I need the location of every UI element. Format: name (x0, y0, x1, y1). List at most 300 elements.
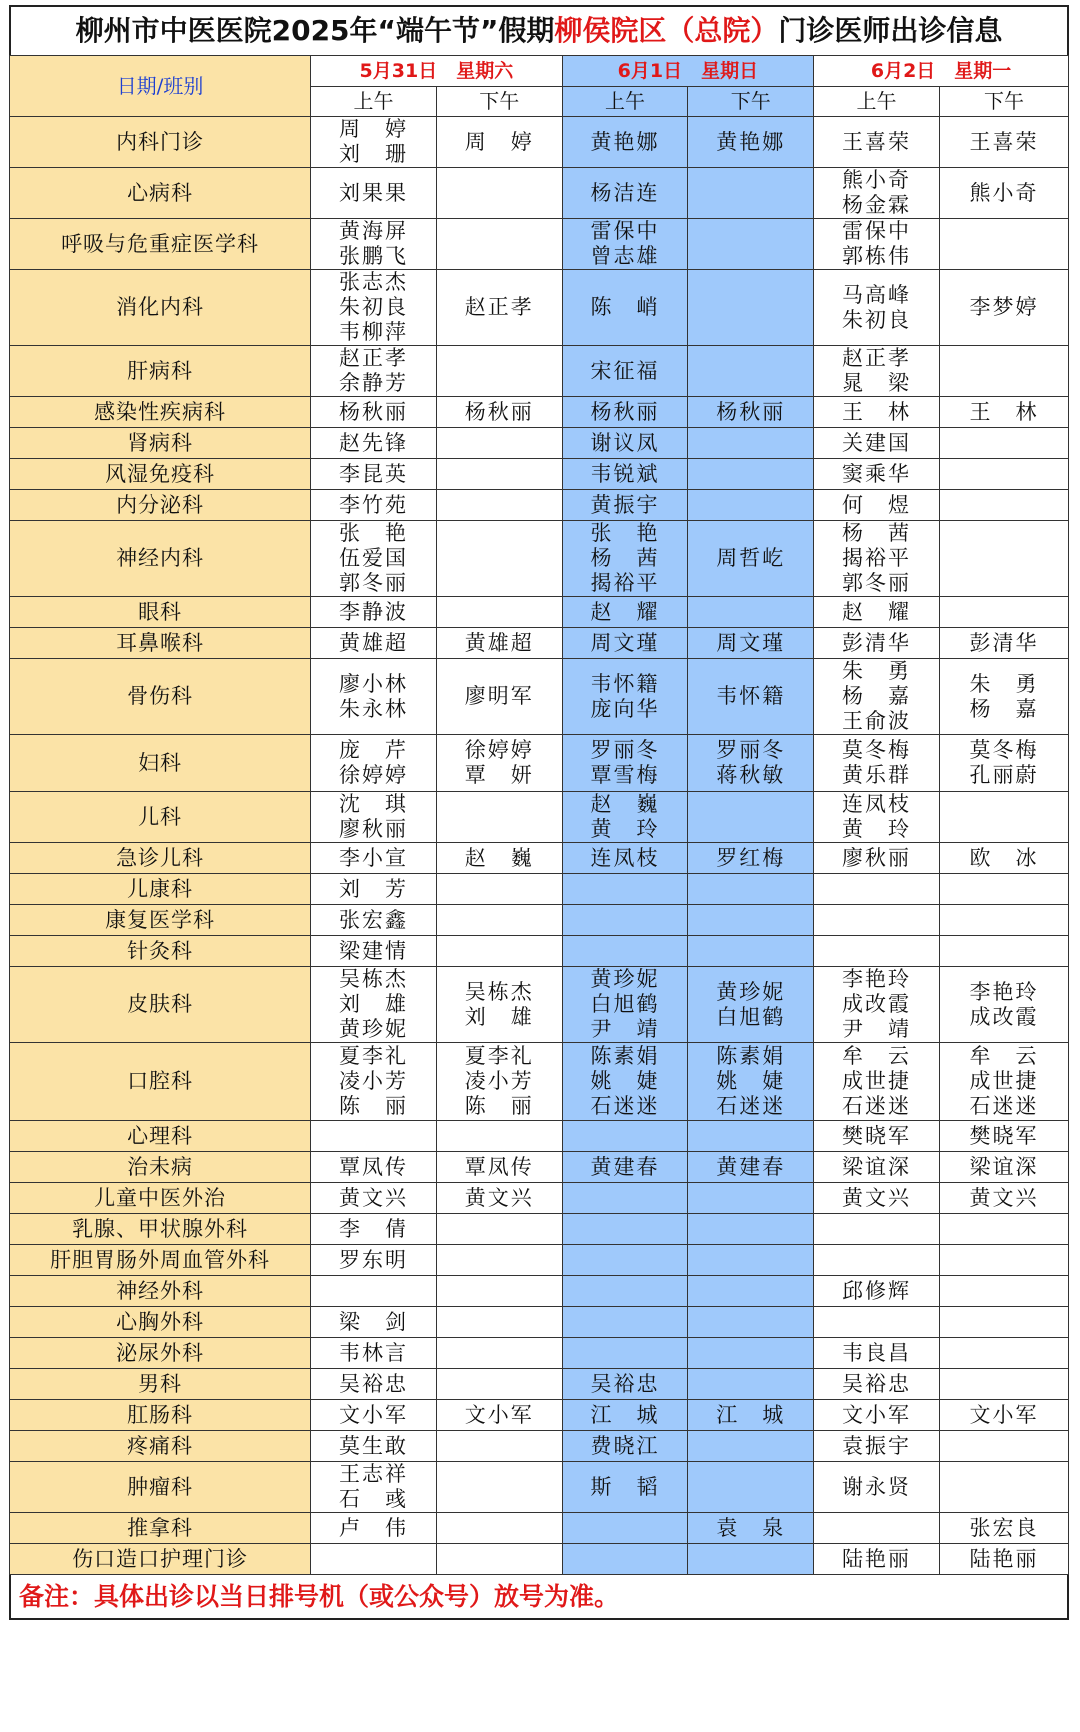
doctor-name: 陆艳丽 (842, 1546, 912, 1571)
schedule-cell (939, 936, 1068, 967)
schedule-cell (814, 1338, 940, 1369)
schedule-cell (814, 346, 940, 397)
doctor-name: 黄文兴 (464, 1185, 534, 1210)
schedule-cell (311, 521, 437, 597)
doctor-name: 杨 茜 (842, 521, 912, 545)
schedule-cell (562, 628, 688, 659)
schedule-cell (436, 397, 562, 428)
schedule-cell (562, 397, 688, 428)
schedule-cell (688, 1462, 814, 1513)
doctor-name: 赵 耀 (590, 599, 660, 624)
doctor-name: 关建国 (842, 430, 912, 455)
schedule-cell (436, 168, 562, 219)
doctor-name: 张志杰 (339, 270, 408, 294)
doctor-name: 雷保中 (590, 219, 660, 243)
doctor-name: 陆艳丽 (969, 1546, 1039, 1571)
schedule-cell (562, 1338, 688, 1369)
department-name: 乳腺、甲状腺外科 (10, 1214, 311, 1245)
schedule-cell (939, 1307, 1068, 1338)
department-name: 伤口造口护理门诊 (10, 1544, 311, 1575)
schedule-cell (436, 1043, 562, 1121)
schedule-cell (688, 1245, 814, 1276)
table-row (10, 792, 1069, 843)
doctor-name: 晁 梁 (842, 371, 912, 395)
schedule-cell (436, 1400, 562, 1431)
doctor-name: 罗丽冬 (590, 738, 660, 762)
doctor-name: 郭冬丽 (339, 571, 408, 595)
schedule-cell (939, 1214, 1068, 1245)
doctor-name: 张宏鑫 (339, 907, 408, 932)
doctor-name: 凌小芳 (339, 1069, 408, 1093)
doctor-name: 覃 妍 (464, 763, 534, 787)
schedule-cell (688, 967, 814, 1043)
doctor-name: 罗红梅 (716, 845, 786, 870)
doctor-name: 张 艳 (339, 521, 408, 545)
doctor-name: 赵先锋 (339, 430, 408, 455)
schedule-cell (688, 1307, 814, 1338)
schedule-cell (562, 792, 688, 843)
doctor-name: 王俞波 (842, 709, 912, 733)
doctor-name: 韦怀籍 (590, 671, 660, 696)
doctor-name: 文小军 (842, 1402, 912, 1427)
department-name: 疼痛科 (10, 1431, 311, 1462)
date-header-jun1: 6月1日 星期日 (562, 56, 814, 87)
schedule-cell (311, 1338, 437, 1369)
schedule-cell (688, 1121, 814, 1152)
schedule-cell (814, 843, 940, 874)
table-row (10, 1214, 1069, 1245)
schedule-cell (688, 1043, 814, 1121)
schedule-cell (688, 521, 814, 597)
doctor-name: 孔丽蔚 (969, 763, 1039, 787)
schedule-cell (436, 1431, 562, 1462)
schedule-cell (436, 521, 562, 597)
doctor-name: 陈素娟 (590, 1044, 660, 1068)
schedule-cell (939, 1183, 1068, 1214)
schedule-cell (436, 1307, 562, 1338)
schedule-cell (436, 270, 562, 346)
doctor-name: 梁谊深 (969, 1154, 1039, 1179)
schedule-cell (436, 117, 562, 168)
schedule-cell (939, 346, 1068, 397)
schedule-cell (311, 1152, 437, 1183)
department-name: 泌尿外科 (10, 1338, 311, 1369)
doctor-name: 徐婷婷 (464, 738, 534, 762)
table-row (10, 1183, 1069, 1214)
schedule-cell (436, 459, 562, 490)
doctor-name: 刘 芳 (339, 876, 408, 901)
doctor-name: 姚 婕 (590, 1069, 660, 1093)
department-name: 肾病科 (10, 428, 311, 459)
doctor-name: 熊小奇 (842, 168, 912, 192)
schedule-cell (939, 628, 1068, 659)
doctor-name: 樊晓军 (842, 1123, 912, 1148)
doctor-name: 石迷迷 (716, 1094, 786, 1118)
schedule-cell (562, 428, 688, 459)
doctor-name: 揭裕平 (842, 546, 912, 570)
doctor-name: 夏李礼 (339, 1044, 408, 1068)
doctor-name: 王 林 (842, 399, 912, 424)
schedule-cell (688, 1513, 814, 1544)
schedule-cell (436, 428, 562, 459)
schedule-cell (688, 936, 814, 967)
doctor-name: 覃凤传 (339, 1154, 408, 1179)
schedule-cell (939, 659, 1068, 735)
schedule-cell (562, 117, 688, 168)
schedule-cell (311, 874, 437, 905)
schedule-cell (688, 397, 814, 428)
department-name: 男科 (10, 1369, 311, 1400)
doctor-name: 陈素娟 (716, 1044, 786, 1068)
doctor-name: 周 婷 (464, 129, 534, 154)
schedule-cell (939, 1121, 1068, 1152)
schedule-cell (688, 168, 814, 219)
schedule-cell (939, 905, 1068, 936)
doctor-name: 黄乐群 (842, 763, 912, 787)
doctor-name: 江 城 (590, 1402, 660, 1427)
doctor-name: 樊晓军 (969, 1123, 1039, 1148)
schedule-cell (311, 1544, 437, 1575)
schedule-cell (311, 936, 437, 967)
table-row (10, 397, 1069, 428)
doctor-name: 黄艳娜 (590, 129, 660, 154)
table-row (10, 1152, 1069, 1183)
doctor-name: 张宏良 (969, 1515, 1039, 1540)
schedule-cell (688, 1183, 814, 1214)
title-campus: 柳侯院区（总院） (554, 14, 779, 47)
schedule-cell (562, 1369, 688, 1400)
schedule-cell (688, 270, 814, 346)
schedule-cell (814, 792, 940, 843)
doctor-name: 赵 巍 (464, 845, 534, 870)
doctor-name: 周文瑾 (590, 630, 660, 655)
doctor-name: 王喜荣 (969, 129, 1039, 154)
table-row (10, 659, 1069, 735)
schedule-cell (814, 1369, 940, 1400)
schedule-cell (436, 874, 562, 905)
table-row (10, 219, 1069, 270)
schedule-cell (436, 490, 562, 521)
schedule-cell (814, 168, 940, 219)
doctor-name: 黄文兴 (969, 1185, 1039, 1210)
doctor-name: 李静波 (339, 599, 408, 624)
date-header-jun2: 6月2日 星期一 (814, 56, 1069, 87)
doctor-name: 谢永贤 (842, 1474, 912, 1499)
department-name: 肛肠科 (10, 1400, 311, 1431)
doctor-name: 覃雪梅 (590, 763, 660, 787)
table-row (10, 1431, 1069, 1462)
schedule-cell (688, 905, 814, 936)
doctor-name: 成改霞 (842, 992, 912, 1016)
table-row (10, 905, 1069, 936)
doctor-name: 江 城 (716, 1402, 786, 1427)
doctor-name: 马高峰 (842, 282, 912, 307)
table-row (10, 1121, 1069, 1152)
schedule-cell (311, 428, 437, 459)
schedule-cell (814, 628, 940, 659)
doctor-name: 庞 芹 (339, 738, 408, 762)
schedule-cell (562, 346, 688, 397)
doctor-name: 成世捷 (969, 1069, 1039, 1093)
schedule-cell (562, 168, 688, 219)
table-row (10, 967, 1069, 1043)
schedule-cell (311, 219, 437, 270)
department-name: 心理科 (10, 1121, 311, 1152)
schedule-cell (436, 1276, 562, 1307)
doctor-name: 赵正孝 (464, 295, 534, 319)
schedule-cell (562, 967, 688, 1043)
schedule-cell (939, 459, 1068, 490)
schedule-cell (939, 1369, 1068, 1400)
schedule-cell (562, 1276, 688, 1307)
schedule-cell (939, 1462, 1068, 1513)
schedule-cell (311, 735, 437, 792)
schedule-cell (562, 1183, 688, 1214)
doctor-name: 陈 丽 (339, 1094, 408, 1118)
department-name: 肿瘤科 (10, 1462, 311, 1513)
department-name: 神经内科 (10, 521, 311, 597)
doctor-name: 袁 泉 (716, 1515, 786, 1540)
schedule-cell (562, 1400, 688, 1431)
schedule-cell (939, 397, 1068, 428)
schedule-cell (688, 1400, 814, 1431)
schedule-cell (939, 428, 1068, 459)
doctor-name: 李梦婷 (969, 295, 1039, 319)
slot-header: 上午 (562, 87, 688, 117)
doctor-name: 欧 冰 (969, 845, 1039, 870)
schedule-cell (562, 735, 688, 792)
schedule-cell (939, 219, 1068, 270)
schedule-cell (311, 490, 437, 521)
table-row (10, 936, 1069, 967)
schedule-cell (436, 1245, 562, 1276)
schedule-cell (814, 270, 940, 346)
slot-header: 下午 (939, 87, 1068, 117)
title-part-2: 门诊医师出诊信息 (778, 14, 1003, 47)
doctor-name: 成世捷 (842, 1069, 912, 1093)
table-row (10, 1513, 1069, 1544)
schedule-cell (939, 1152, 1068, 1183)
doctor-name: 吴栋杰 (464, 979, 534, 1004)
schedule-cell (814, 1544, 940, 1575)
schedule-cell (311, 1276, 437, 1307)
schedule-cell (436, 1462, 562, 1513)
doctor-name: 邱修辉 (842, 1278, 912, 1303)
doctor-name: 彭清华 (842, 630, 912, 655)
schedule-cell (562, 843, 688, 874)
doctor-name: 梁谊深 (842, 1154, 912, 1179)
schedule-cell (311, 597, 437, 628)
slot-header: 下午 (436, 87, 562, 117)
doctor-name: 黄文兴 (842, 1185, 912, 1210)
schedule-cell (688, 490, 814, 521)
doctor-name: 尹 靖 (590, 1017, 660, 1041)
table-row (10, 270, 1069, 346)
department-name: 呼吸与危重症医学科 (10, 219, 311, 270)
schedule-cell (562, 1462, 688, 1513)
department-name: 推拿科 (10, 1513, 311, 1544)
doctor-name: 杨 嘉 (969, 696, 1039, 721)
schedule-cell (939, 1043, 1068, 1121)
date-header-may31: 5月31日 星期六 (311, 56, 563, 87)
doctor-name: 杨金霖 (842, 193, 912, 217)
doctor-name: 何 煜 (842, 492, 912, 517)
doctor-name: 朱 勇 (969, 671, 1039, 696)
table-row (10, 1276, 1069, 1307)
doctor-name: 黄艳娜 (716, 129, 786, 154)
doctor-name: 夏李礼 (464, 1044, 534, 1068)
doctor-name: 廖明军 (464, 684, 534, 708)
schedule-cell (688, 843, 814, 874)
doctor-name: 黄珍妮 (590, 967, 660, 991)
doctor-name: 王喜荣 (842, 129, 912, 154)
schedule-cell (311, 659, 437, 735)
doctor-name: 刘 雄 (339, 992, 408, 1016)
doctor-name: 文小军 (464, 1402, 534, 1427)
doctor-name: 周 婷 (339, 117, 408, 141)
doctor-name: 韦柳萍 (339, 320, 408, 344)
doctor-name: 成改霞 (969, 1004, 1039, 1029)
schedule-cell (311, 967, 437, 1043)
schedule-cell (939, 843, 1068, 874)
schedule-cell (688, 659, 814, 735)
table-row (10, 346, 1069, 397)
table-row (10, 428, 1069, 459)
schedule-cell (311, 346, 437, 397)
doctor-name: 李 倩 (339, 1216, 408, 1241)
schedule-cell (436, 219, 562, 270)
schedule-cell (939, 270, 1068, 346)
schedule-cell (688, 117, 814, 168)
doctor-name: 赵 耀 (842, 599, 912, 624)
schedule-cell (939, 1400, 1068, 1431)
schedule-table (9, 55, 1069, 1575)
schedule-cell (562, 1513, 688, 1544)
doctor-name: 彭清华 (969, 630, 1039, 655)
department-name: 眼科 (10, 597, 311, 628)
schedule-cell (562, 459, 688, 490)
schedule-cell (814, 905, 940, 936)
doctor-name: 尹 靖 (842, 1017, 912, 1041)
department-name: 皮肤科 (10, 967, 311, 1043)
doctor-name: 杨秋丽 (339, 399, 408, 424)
schedule-cell (311, 168, 437, 219)
doctor-name: 朱 勇 (842, 659, 912, 683)
schedule-cell (436, 628, 562, 659)
doctor-name: 赵正孝 (339, 346, 408, 370)
table-row (10, 490, 1069, 521)
department-name: 针灸科 (10, 936, 311, 967)
schedule-cell (311, 1462, 437, 1513)
doctor-name: 梁 剑 (339, 1309, 408, 1334)
schedule-cell (688, 735, 814, 792)
schedule-cell (562, 1245, 688, 1276)
schedule-cell (436, 1121, 562, 1152)
schedule-cell (814, 735, 940, 792)
table-row (10, 874, 1069, 905)
schedule-cell (939, 597, 1068, 628)
doctor-name: 莫冬梅 (969, 738, 1039, 762)
schedule-cell (688, 428, 814, 459)
schedule-cell (436, 1544, 562, 1575)
schedule-cell (814, 1121, 940, 1152)
schedule-cell (814, 659, 940, 735)
doctor-name: 沈 琪 (339, 792, 408, 816)
doctor-name: 曾志雄 (590, 244, 660, 268)
doctor-name: 郭冬丽 (842, 571, 912, 595)
schedule-cell (311, 459, 437, 490)
department-name: 耳鼻喉科 (10, 628, 311, 659)
doctor-name: 王 林 (969, 399, 1039, 424)
doctor-name: 余静芳 (339, 371, 408, 395)
schedule-cell (562, 1214, 688, 1245)
table-row (10, 1462, 1069, 1513)
schedule-cell (688, 1214, 814, 1245)
doctor-name: 莫冬梅 (842, 738, 912, 762)
schedule-cell (814, 1214, 940, 1245)
department-name: 妇科 (10, 735, 311, 792)
table-row (10, 1043, 1069, 1121)
table-row (10, 117, 1069, 168)
doctor-name: 黄建春 (590, 1154, 660, 1179)
schedule-cell (562, 219, 688, 270)
schedule-cell (688, 219, 814, 270)
slot-header: 下午 (688, 87, 814, 117)
schedule-cell (814, 219, 940, 270)
schedule-cell (436, 346, 562, 397)
doctor-name: 郭栋伟 (842, 244, 912, 268)
schedule-cell (814, 397, 940, 428)
schedule-cell (688, 346, 814, 397)
doctor-name: 周哲屹 (716, 546, 786, 570)
schedule-cell (814, 1431, 940, 1462)
doctor-name: 韦林言 (339, 1340, 408, 1365)
doctor-name: 文小军 (969, 1402, 1039, 1427)
doctor-name: 覃凤传 (464, 1154, 534, 1179)
schedule-cell (939, 1513, 1068, 1544)
schedule-cell (939, 735, 1068, 792)
table-row (10, 1544, 1069, 1575)
schedule-cell (814, 967, 940, 1043)
table-row (10, 1338, 1069, 1369)
schedule-cell (311, 905, 437, 936)
doctor-name: 杨秋丽 (464, 399, 534, 424)
corner-label: 日期/班别 (10, 56, 311, 117)
doctor-name: 黄振宇 (590, 492, 660, 517)
schedule-cell (814, 459, 940, 490)
doctor-name: 黄雄超 (339, 630, 408, 655)
schedule-cell (311, 1400, 437, 1431)
department-name: 心病科 (10, 168, 311, 219)
doctor-name: 吴裕忠 (590, 1371, 660, 1396)
schedule-cell (939, 1245, 1068, 1276)
doctor-name: 韦锐斌 (590, 461, 660, 486)
department-name: 风湿免疫科 (10, 459, 311, 490)
schedule-cell (562, 936, 688, 967)
schedule-cell (814, 1513, 940, 1544)
schedule-cell (814, 1276, 940, 1307)
schedule-cell (436, 936, 562, 967)
doctor-name: 连凤枝 (590, 845, 660, 870)
doctor-name: 袁振宇 (842, 1433, 912, 1458)
doctor-name: 费晓江 (590, 1433, 660, 1458)
doctor-name: 黄海屏 (339, 219, 408, 243)
table-row (10, 168, 1069, 219)
doctor-name: 刘 珊 (339, 142, 408, 166)
table-row (10, 843, 1069, 874)
schedule-cell (311, 1245, 437, 1276)
doctor-name: 吴栋杰 (339, 967, 408, 991)
